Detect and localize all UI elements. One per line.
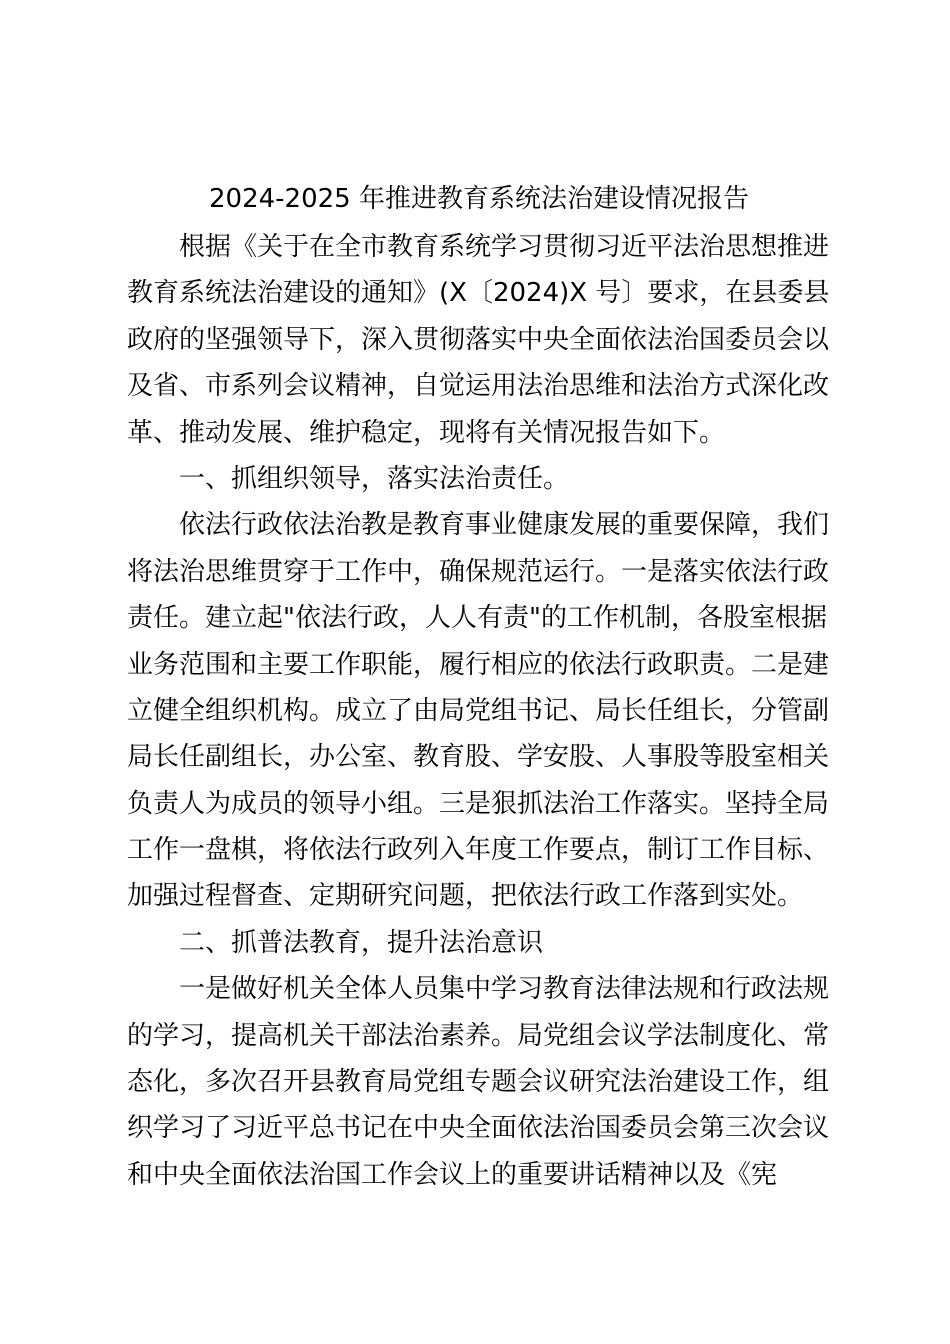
body-text-line: 工作一盘棋，将依法行政列入年度工作要点，制订工作目标、 (127, 835, 830, 866)
body-text-line: 根据《关于在全市教育系统学习贯彻习近平法治思想推进 (179, 232, 830, 262)
body-text-line: 二、抓普法教育，提升法治意识 (179, 927, 544, 958)
body-text-line: 负责人为成员的领导小组。三是狠抓法治工作落实。坚持全局 (127, 788, 830, 819)
body-text-line: 和中央全面依法治国工作会议上的重要讲话精神以及《宪 (127, 1159, 778, 1190)
body-text-line: 局长任副组长，办公室、教育股、学安股、人事股等股室相关 (127, 742, 830, 773)
body-text-line: 态化，多次召开县教育局党组专题会议研究法治建设工作，组 (127, 1067, 830, 1098)
body-text-line: 的学习，提高机关干部法治素养。局党组会议学法制度化、常 (127, 1020, 830, 1051)
document-body (127, 224, 830, 1198)
body-text-line: 立健全组织机构。成立了由局党组书记、局长任组长，分管副 (127, 695, 830, 726)
body-text-line: 教育系统法治建设的通知》(X〔2024)X 号〕要求，在县委县 (127, 278, 830, 309)
body-text-line: 革、推动发展、维护稳定，现将有关情况报告如下。 (127, 417, 726, 448)
body-text-line: 依法行政依法治教是教育事业健康发展的重要保障，我们 (179, 510, 830, 541)
body-text-line: 加强过程督查、定期研究问题，把依法行政工作落到实处。 (127, 881, 804, 912)
body-text-line: 一、抓组织领导，落实法治责任。 (179, 463, 570, 494)
body-text-line: 责任。建立起"依法行政，人人有责"的工作机制，各股室根据 (127, 603, 827, 634)
body-text-line: 及省、市系列会议精神，自觉运用法治思维和法治方式深化改 (127, 371, 830, 402)
body-text-line: 织学习了习近平总书记在中央全面依法治国委员会第三次会议 (127, 1113, 830, 1144)
body-text-line: 将法治思维贯穿于工作中，确保规范运行。一是落实依法行政 (127, 556, 830, 587)
body-text-line: 政府的坚强领导下，深入贯彻落实中央全面依法治国委员会以 (127, 324, 830, 355)
body-text-line: 一是做好机关全体人员集中学习教育法律法规和行政法规 (179, 974, 830, 1005)
body-text-line: 业务范围和主要工作职能，履行相应的依法行政职责。二是建 (127, 649, 830, 680)
document-title: 2024-2025 年推进教育系统法治建设情况报告 (209, 184, 749, 214)
